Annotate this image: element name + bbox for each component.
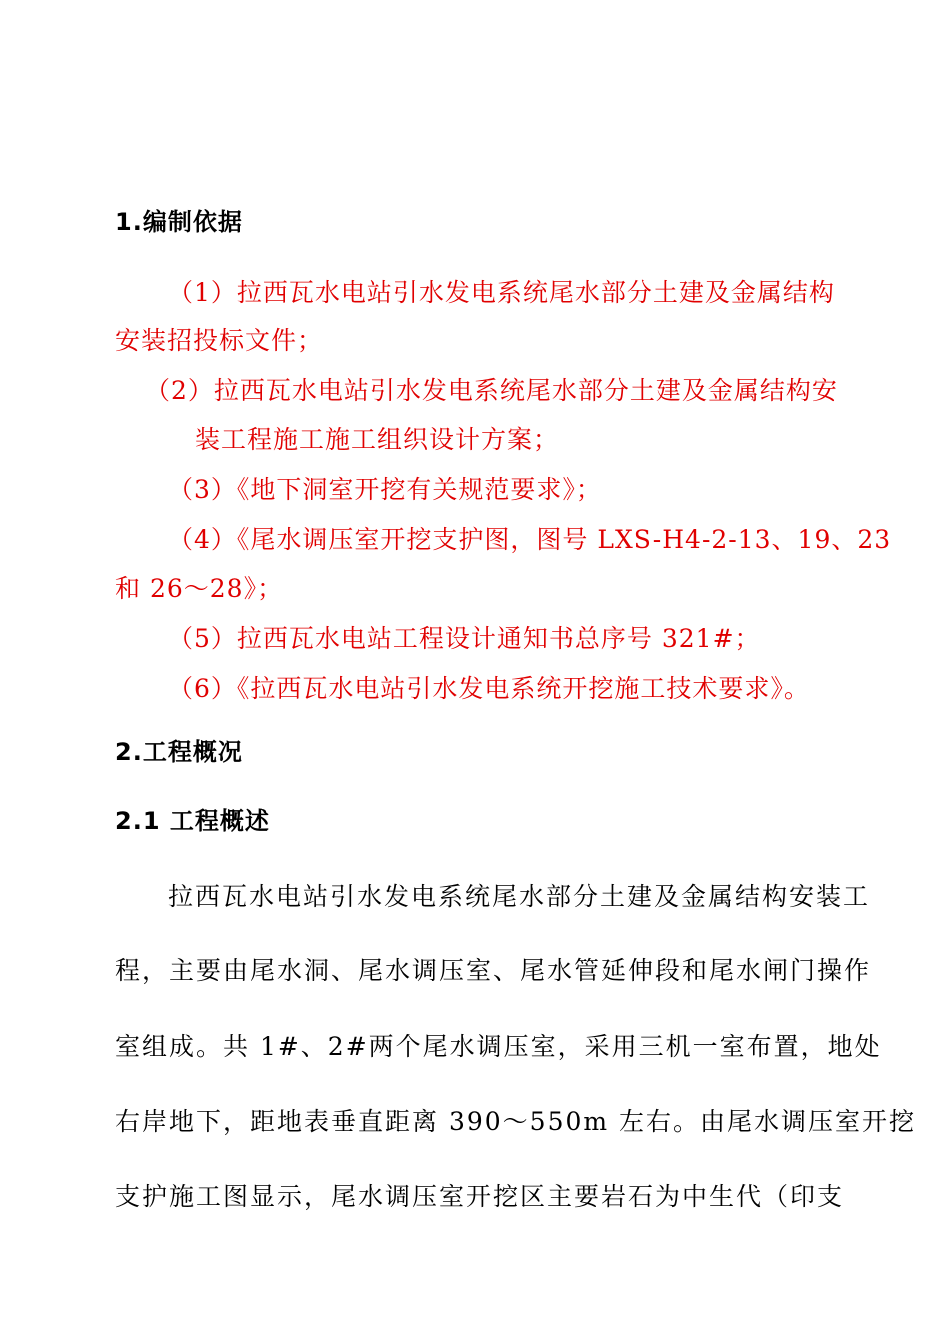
basis-item-4-line-1: （4）《尾水调压室开挖支护图，图号 LXS-H4-2-13、19、23 bbox=[168, 525, 892, 554]
section-1-heading: 1.编制依据 bbox=[115, 208, 243, 236]
basis-item-5: （5）拉西瓦水电站工程设计通知书总序号 321#； bbox=[168, 624, 761, 653]
basis-item-2-line-1: （2）拉西瓦水电站引水发电系统尾水部分土建及金属结构安 bbox=[145, 376, 838, 405]
section-2-1-heading: 2.1 工程概述 bbox=[115, 807, 270, 835]
basis-item-1-line-2: 安装招投标文件； bbox=[115, 326, 324, 355]
basis-item-6: （6）《拉西瓦水电站引水发电系统开挖施工技术要求》。 bbox=[168, 674, 810, 703]
basis-item-4-line-2: 和 26～28》； bbox=[115, 574, 284, 603]
overview-paragraph-line-2: 程，主要由尾水洞、尾水调压室、尾水管延伸段和尾水闸门操作 bbox=[115, 956, 872, 985]
overview-paragraph-line-3: 室组成。共 1#、2#两个尾水调压室，采用三机一室布置，地处 bbox=[115, 1032, 882, 1061]
basis-item-1-line-1: （1）拉西瓦水电站引水发电系统尾水部分土建及金属结构 bbox=[168, 278, 835, 307]
overview-paragraph-line-4: 右岸地下，距地表垂直距离 390～550m 左右。由尾水调压室开挖 bbox=[115, 1107, 917, 1136]
basis-item-2-line-2: 装工程施工施工组织设计方案； bbox=[195, 425, 560, 454]
basis-item-3: （3）《地下洞室开挖有关规范要求》； bbox=[168, 475, 602, 504]
overview-paragraph-line-5: 支护施工图显示，尾水调压室开挖区主要岩石为中生代（印支 bbox=[115, 1182, 845, 1211]
overview-paragraph-line-1: 拉西瓦水电站引水发电系统尾水部分土建及金属结构安装工 bbox=[168, 882, 871, 911]
section-2-heading: 2.工程概况 bbox=[115, 738, 243, 766]
